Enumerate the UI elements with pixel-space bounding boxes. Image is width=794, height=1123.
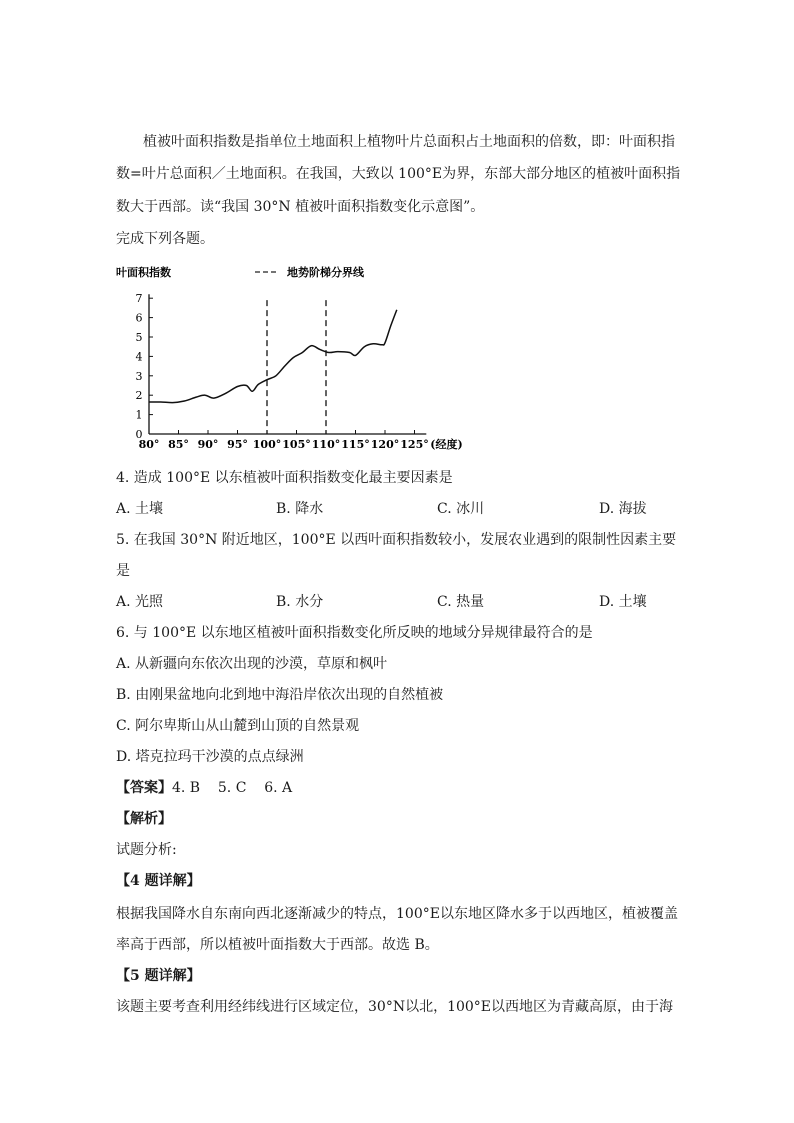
intro-paragraph-line-1: 植被叶面积指数是指单位土地面积上植物叶片总面积占土地面积的倍数，即：叶面积指 (143, 134, 675, 150)
q4-option-b: B. 降水 (276, 501, 324, 517)
x-tick-label: 110° (311, 438, 341, 451)
q5-option-a: A. 光照 (116, 594, 164, 610)
y-tick-label: 1 (135, 408, 143, 422)
x-tick-label: 80° (138, 438, 160, 451)
intro-paragraph-line-2: 数=叶片总面积／土地面积。在我国，大致以 100°E为界，东部大部分地区的植被叶面积指 (116, 166, 681, 182)
y-tick-label: 6 (135, 311, 143, 325)
analysis-intro: 试题分析: (116, 842, 177, 858)
q6-option-c: C. 阿尔卑斯山从山麓到山顶的自然景观 (116, 718, 360, 734)
answer-line (116, 778, 292, 798)
chart-axes (149, 294, 426, 434)
q5-detail-line-1: 该题主要考查利用经纬线进行区域定位，30°N以北，100°E以西地区为青藏高原，由于海 (116, 999, 674, 1015)
chart-ticks (136, 292, 429, 451)
x-tick-label: 90° (197, 438, 219, 451)
q4-option-c: C. 冰川 (437, 501, 485, 517)
y-tick-label: 3 (135, 369, 143, 383)
x-tick-label: 120° (370, 438, 400, 451)
q4-detail-line-1: 根据我国降水自东南向西北逐渐减少的特点，100°E以东地区降水多于以西地区，植被覆盖 (116, 906, 678, 922)
q4-detail-heading: 【4 题详解】 (116, 873, 201, 889)
q5-detail-heading: 【5 题详解】 (116, 968, 201, 984)
x-tick-label: 125° (400, 438, 429, 451)
q4-option-d: D. 海拔 (599, 501, 647, 517)
q5-option-d: D. 土壤 (599, 594, 647, 610)
boundary-lines (267, 300, 326, 434)
legend-label: 地势阶梯分界线 (287, 266, 364, 279)
question-6-stem: 6. 与 100°E 以东地区植被叶面积指数变化所反映的地域分异规律最符合的是 (116, 625, 593, 641)
x-tick-label: 115° (341, 438, 370, 451)
x-tick-label: 95° (227, 438, 248, 451)
question-5-stem-line-1: 5. 在我国 30°N 附近地区，100°E 以西叶面积指数较小，发展农业遇到的限制性因素主要 (116, 532, 677, 548)
q6-option-a: A. 从新疆向东依次出现的沙漠，草原和枫叶 (116, 656, 388, 672)
instruction-text: 完成下列各题。 (116, 231, 214, 247)
q4-option-a: A. 土壤 (116, 501, 164, 517)
question-5-stem-line-2: 是 (116, 563, 130, 579)
answer-text: 4. B 5. C 6. A (172, 780, 293, 796)
y-tick-label: 0 (135, 428, 143, 441)
leaf-area-index-chart (112, 262, 463, 454)
intro-paragraph-line-3: 数大于西部。读“我国 30°N 植被叶面积指数变化示意图”。 (116, 199, 485, 215)
y-tick-label: 7 (135, 292, 143, 306)
x-tick-label: 85° (168, 438, 189, 451)
question-4-stem: 4. 造成 100°E 以东植被叶面积指数变化最主要因素是 (116, 470, 453, 486)
y-tick-label: 5 (135, 331, 143, 344)
y-tick-label: 2 (135, 389, 143, 403)
q5-option-c: C. 热量 (437, 594, 485, 610)
q6-option-d: D. 塔克拉玛干沙漠的点点绿洲 (116, 749, 304, 765)
q6-option-b: B. 由刚果盆地向北到地中海沿岸依次出现的自然植被 (116, 687, 444, 703)
x-tick-label: 105° (282, 438, 311, 451)
analysis-label: 【解析】 (116, 811, 172, 827)
q4-detail-line-2: 率高于西部，所以植被叶面指数大于西部。故选 B。 (116, 937, 439, 953)
lai-series-line (149, 310, 397, 403)
x-tick-label: 100° (252, 438, 282, 451)
y-axis-title: 叶面积指数 (116, 266, 171, 279)
x-axis-title: (经度) (430, 438, 463, 451)
answer-label: 【答案】 (116, 780, 172, 796)
q5-option-b: B. 水分 (276, 594, 324, 610)
y-tick-label: 4 (135, 350, 143, 364)
